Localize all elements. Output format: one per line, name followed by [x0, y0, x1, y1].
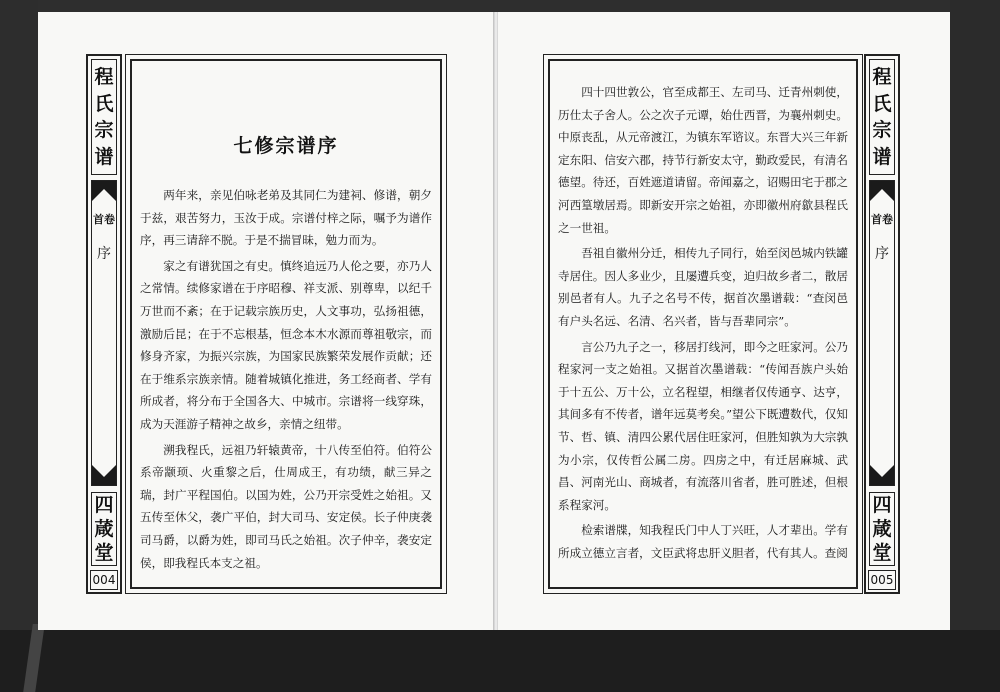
right-text-frame: [543, 54, 863, 594]
hall-char: 堂: [94, 542, 114, 564]
title-char: 氏: [872, 92, 892, 115]
background-right: [950, 0, 1000, 692]
page-number: 005: [868, 570, 896, 590]
title-char: 谱: [872, 145, 892, 168]
paragraph: 言公乃九子之一，移居打线河，即今之旺家河。公乃程家河一支之始祖。又据首次墨谱载：“传闻吾族户头始于十五公、万十公，立名程望，相继者仅传通亨、达亨，其间多有不传者，谱年远莫考矣。”望公下既遭数代，仅知节、哲、镇、清四公累代居住旺家河，但胜知孰为大宗孰为小宗，仅传哲公属二房。四房之中，有迁居麻城、武昌、河南光山、商城者，有流落川省者，胜可胜述，但根系程家河。: [558, 339, 848, 512]
right-text-area: [558, 69, 848, 579]
chevron-top-ornament: [870, 181, 894, 201]
hall-char: 堂: [872, 542, 892, 564]
left-body-text: [140, 184, 432, 577]
chevron-bottom-ornament: [92, 465, 116, 485]
right-side-column: [864, 54, 900, 594]
title-char: 程: [94, 66, 114, 89]
hall-char: 葴: [94, 518, 114, 540]
left-text-area: [140, 69, 432, 579]
genealogy-title-vertical: [91, 59, 117, 175]
chevron-top-ornament: [92, 181, 116, 201]
hall-char: 四: [872, 494, 892, 516]
chevron-bottom-ornament: [870, 465, 894, 485]
paragraph: 四十四世敦公，官至成都王、左司马、迁青州刺使，历仕太子舍人。公之次子元谭，始仕西晋，为襄州刺史。中原丧乱，从元帝渡江，为镇东军谘议。东晋大兴三年新定东阳、信安六郡，持节行新安太守，勤政爱民，有清名德望。待还，百姓遮道请留。帝闻嘉之，诏赐田宅于郡之河西篁墩居焉。即新安开宗之始祖，亦即徽州府歙县程氏之一世祖。: [558, 85, 848, 235]
title-char: 谱: [94, 145, 114, 168]
hall-name-vertical: [91, 492, 117, 566]
page-number: 004: [90, 570, 118, 590]
background-bottom: [0, 630, 1000, 692]
paragraph: 吾祖自徽州分迁，相传九子同行，始至闵邑城内铁罐寺居住。因人多业少，且屡遭兵变，迫归故乡者二，散居别邑者有人。九子之名号不传，据首次墨谱载：“查闵邑有户头名远、名清、名兴者，皆与吾辈同宗”。: [558, 246, 848, 328]
hall-char: 葴: [872, 518, 892, 540]
chapter-marker: [869, 180, 895, 486]
title-char: 宗: [872, 119, 892, 142]
document-title: 七修宗谱序: [233, 135, 339, 157]
background-left: [0, 0, 38, 692]
volume-label: 首卷: [871, 213, 893, 226]
paragraph: 溯我程氏，远祖乃轩辕黄帝，十八传至伯符。伯符公系帝颛顼、火重黎之后，仕周成王，有功绩，献三异之瑞，封广平程国伯。以国为姓，公乃开宗受姓之始祖。又五传至休父，袭广平伯，封大司马、安定侯。长子仲庚袭司马爵，以爵为姓，即司马氏之始祖。次子仲辛，袭安定侯，即我程氏本支之祖。: [140, 442, 432, 570]
hall-name-vertical: [869, 492, 895, 566]
title-char: 氏: [94, 92, 114, 115]
paragraph: 家之有谱犹国之有史。慎终追远乃人伦之要，亦乃人之常情。续修家谱在于序昭穆、祥支派、别尊卑，以纪千万世而不紊；在于记载宗族历史，人文事功，弘扬祖德，激励后昆；在于不忘根基，恒念本木水源而尊祖敬宗，而修身齐家，为振兴宗族，为国家民族繁荣发展作贡献；还在于维系宗族亲情。随着城镇化推进，务工经商者、学有所成者，将分布于全国各大、中城市。宗谱将一线穿珠，成为天涯游子精神之故乡，亲情之纽带。: [140, 258, 432, 431]
left-text-frame: [125, 54, 447, 594]
chapter-marker: [91, 180, 117, 486]
genealogy-title-vertical: [869, 59, 895, 175]
right-body-text: [558, 81, 848, 567]
title-char: 程: [872, 66, 892, 89]
background-top: [0, 0, 1000, 12]
volume-label: 首卷: [93, 213, 115, 226]
left-side-column: [86, 54, 122, 594]
title-char: 宗: [94, 119, 114, 142]
section-label: 序: [97, 246, 111, 262]
section-label: 序: [875, 246, 889, 262]
paragraph: 检索谱牒，知我程氏门中人丁兴旺，人才辈出。学有所成立德立言者，文臣武将忠肝义胆者，代有其人。查阅: [558, 523, 848, 560]
paragraph: 两年来，亲见伯咏老弟及其同仁为建祠、修谱，朝夕于兹，艰苦努力，玉汝于成。宗谱付梓之际，嘱予为谱作序，再三请辞不脱。于是不揣冒昧，勉力而为。: [140, 188, 432, 248]
hall-char: 四: [94, 494, 114, 516]
